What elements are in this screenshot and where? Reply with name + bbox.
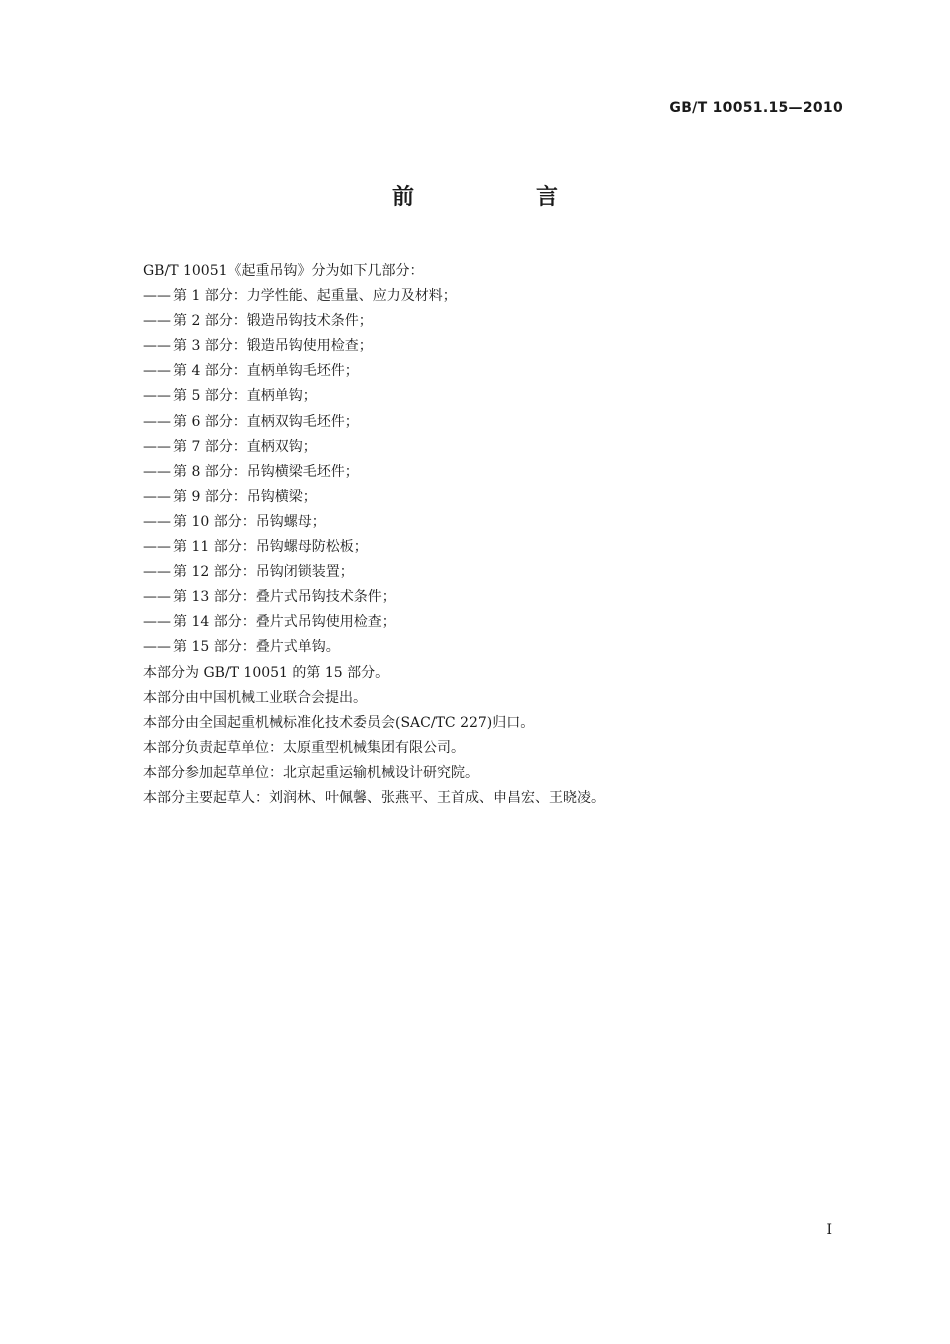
statement-main-drafters: 本部分主要起草人：刘润林、叶佩馨、张燕平、王首成、申昌宏、王晓凌。 <box>143 789 605 806</box>
em-dash: —— <box>143 288 171 305</box>
list-item <box>143 359 843 384</box>
parts-list <box>143 284 843 660</box>
em-dash: —— <box>143 614 171 631</box>
em-dash: —— <box>143 488 171 505</box>
part-text: 第 2 部分：锻造吊钩技术条件； <box>173 313 373 330</box>
part-text: 第 7 部分：直柄双钩； <box>173 438 317 455</box>
part-text: 第 1 部分：力学性能、起重量、应力及材料； <box>173 288 457 305</box>
em-dash: —— <box>143 338 171 355</box>
part-text: 第 3 部分：锻造吊钩使用检查； <box>173 338 373 355</box>
em-dash: —— <box>143 313 171 330</box>
em-dash: —— <box>143 388 171 405</box>
part-text: 第 15 部分：叠片式单钩。 <box>173 639 340 656</box>
em-dash: —— <box>143 539 171 556</box>
list-item <box>143 309 843 334</box>
list-item <box>143 485 843 510</box>
statement-participating-drafter: 本部分参加起草单位：北京起重运输机械设计研究院。 <box>143 764 479 781</box>
list-item <box>143 334 843 359</box>
em-dash: —— <box>143 438 171 455</box>
list-item <box>143 585 843 610</box>
list-item <box>143 460 843 485</box>
list-item <box>143 535 843 560</box>
part-text: 第 14 部分：叠片式吊钩使用检查； <box>173 614 396 631</box>
part-text: 第 10 部分：吊钩螺母； <box>173 513 326 530</box>
statement-responsible-committee: 本部分由全国起重机械标准化技术委员会(SAC/TC 227)归口。 <box>143 714 535 731</box>
part-text: 第 13 部分：叠片式吊钩技术条件； <box>173 589 396 606</box>
list-item <box>143 635 843 660</box>
list-item <box>143 284 843 309</box>
part-text: 第 9 部分：吊钩横梁； <box>173 488 317 505</box>
standard-code: GB/T 10051.15—2010 <box>669 100 843 116</box>
em-dash: —— <box>143 564 171 581</box>
page-number: I <box>826 1222 832 1238</box>
em-dash: —— <box>143 363 171 380</box>
part-text: 第 6 部分：直柄双钩毛坯件； <box>173 413 359 430</box>
part-text: 第 5 部分：直柄单钩； <box>173 388 317 405</box>
statement-part-number: 本部分为 GB/T 10051 的第 15 部分。 <box>143 664 390 681</box>
list-item <box>143 410 843 435</box>
list-item <box>143 560 843 585</box>
statements <box>143 661 843 812</box>
list-item <box>143 510 843 535</box>
list-item <box>143 610 843 635</box>
em-dash: —— <box>143 639 171 656</box>
em-dash: —— <box>143 589 171 606</box>
list-item <box>143 384 843 409</box>
intro-paragraph: GB/T 10051《起重吊钩》分为如下几部分： <box>143 263 424 279</box>
foreword-body <box>143 259 843 811</box>
em-dash: —— <box>143 463 171 480</box>
em-dash: —— <box>143 513 171 530</box>
statement-lead-drafter: 本部分负责起草单位：太原重型机械集团有限公司。 <box>143 739 465 756</box>
part-text: 第 4 部分：直柄单钩毛坯件； <box>173 363 359 380</box>
statement-proposed-by: 本部分由中国机械工业联合会提出。 <box>143 689 367 706</box>
part-text: 第 11 部分：吊钩螺母防松板； <box>173 539 368 556</box>
part-text: 第 8 部分：吊钩横梁毛坯件； <box>173 463 359 480</box>
em-dash: —— <box>143 413 171 430</box>
page-title: 前 言 <box>391 185 608 210</box>
part-text: 第 12 部分：吊钩闭锁装置； <box>173 564 354 581</box>
list-item <box>143 435 843 460</box>
